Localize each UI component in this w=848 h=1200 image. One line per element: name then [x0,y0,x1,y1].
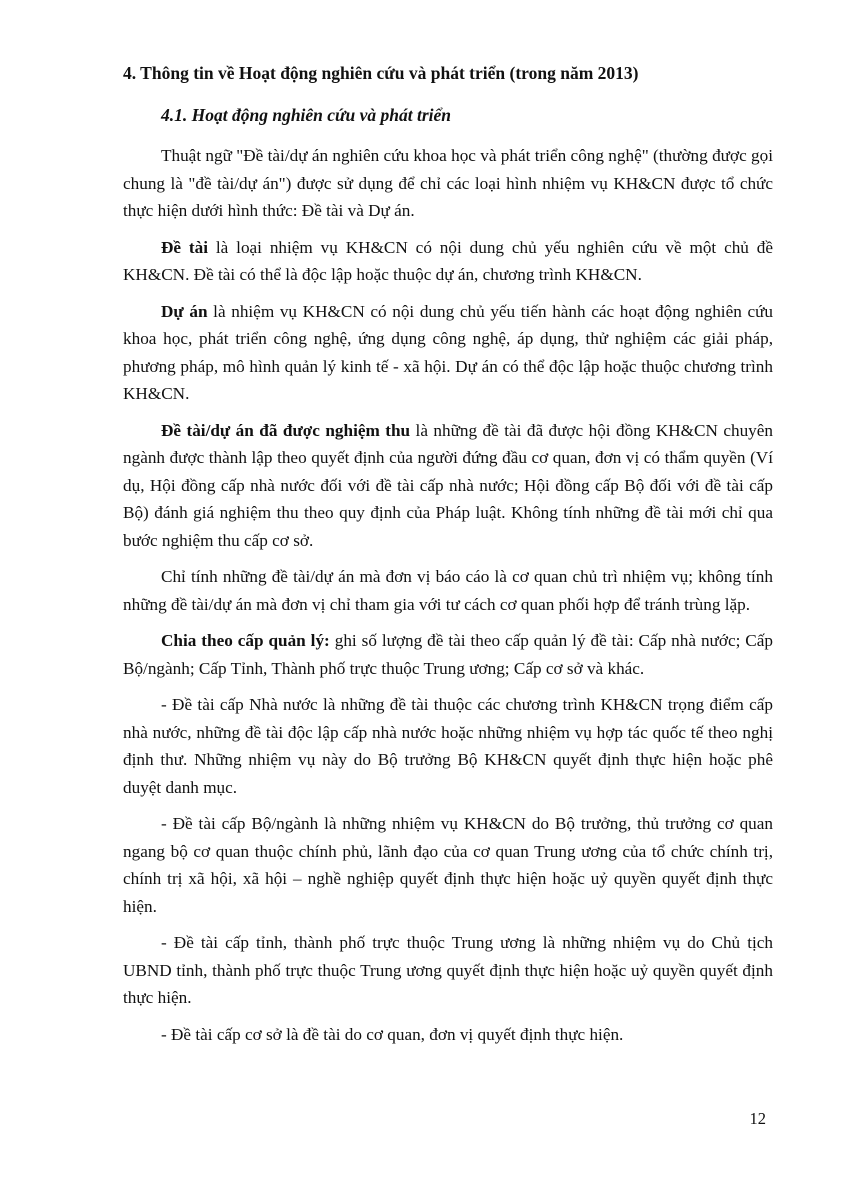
paragraph-text: - Đề tài cấp tỉnh, thành phố trực thuộc Trung ương là những nhiệm vụ do Chủ tịch UBND tỉnh, thành phố trực thuộc Trung ương quyết định thực hiện hoặc uỷ quyền quyết định thực hiện. [123,933,773,1007]
paragraph-6 [123,627,773,682]
document-content [123,60,773,1057]
paragraph-lead: Đề tài/dự án đã được nghiệm thu [161,420,411,440]
paragraph-8 [123,810,773,920]
paragraph-10 [123,1021,773,1049]
page-number: 12 [749,1109,766,1128]
subsection-heading: 4.1. Hoạt động nghiên cứu và phát triển [161,105,452,125]
paragraph-text: - Đề tài cấp Bộ/ngành là những nhiệm vụ KH&CN do Bộ trưởng, thủ trưởng cơ quan ngang bộ cơ quan thuộc chính phủ, lãnh đạo của cơ quan Trung ương của tổ chức chính trị, chính trị xã hội, xã hội – nghề nghiệp quyết định thực hiện hoặc uỷ quyền quyết định thực hiện. [123,814,773,916]
paragraph-lead: Dự án [161,301,208,321]
paragraph-4 [123,417,773,555]
paragraph-text: - Đề tài cấp cơ sở là đề tài do cơ quan, đơn vị quyết định thực hiện. [161,1024,624,1044]
paragraph-text: - Đề tài cấp Nhà nước là những đề tài thuộc các chương trình KH&CN trọng điểm cấp nhà nước, những đề tài độc lập cấp nhà nước hoặc những nhiệm vụ hợp tác quốc tế theo nghị định thư. Những nhiệm vụ này do Bộ trưởng Bộ KH&CN quyết định thực hiện hoặc phê duyệt danh mục. [123,695,773,797]
paragraph-text: là loại nhiệm vụ KH&CN có nội dung chủ yếu nghiên cứu về một chủ đề KH&CN. Đề tài có thể là độc lập hoặc thuộc dự án, chương trình KH&CN. [123,237,773,284]
paragraph-lead: Chia theo cấp quản lý: [161,631,330,650]
paragraph-7 [123,691,773,801]
paragraph-1 [123,142,773,225]
body-text [123,142,773,1048]
paragraph-2 [123,234,773,289]
paragraph-text: Thuật ngữ "Đề tài/dự án nghiên cứu khoa học và phát triển công nghệ" (thường được gọi chung là "đề tài/dự án") được sử dụng để chỉ các loại hình nhiệm vụ KH&CN được tổ chức thực hiện dưới hình thức: Đề tài và Dự án. [123,146,773,220]
paragraph-text: là nhiệm vụ KH&CN có nội dung chủ yếu tiến hành các hoạt động nghiên cứu khoa học, phát triển công nghệ, ứng dụng công nghệ, áp dụng, thử nghiệm các giải pháp, phương pháp, mô hình quản lý kinh tế - xã hội. Dự án có thể độc lập hoặc thuộc chương trình KH&CN. [123,301,773,403]
paragraph-lead: Đề tài [161,237,209,257]
paragraph-5 [123,563,773,618]
paragraph-text: Chỉ tính những đề tài/dự án mà đơn vị báo cáo là cơ quan chủ trì nhiệm vụ; không tính những đề tài/dự án mà đơn vị chỉ tham gia với tư cách cơ quan phối hợp để tránh trùng lặp. [123,567,773,614]
paragraph-text: là những đề tài đã được hội đồng KH&CN chuyên ngành được thành lập theo quyết định của người đứng đầu cơ quan, đơn vị có thẩm quyền (Ví dụ, Hội đồng cấp nhà nước đối với đề tài cấp nhà nước; Hội đồng cấp Bộ đối với đề tài cấp Bộ) đánh giá nghiệm thu theo quy định của Pháp luật. Không tính những đề tài mới chỉ qua bước nghiệm thu cấp cơ sở. [123,420,773,550]
paragraph-9 [123,929,773,1012]
section-heading: 4. Thông tin về Hoạt động nghiên cứu và phát triển (trong năm 2013) [123,63,639,83]
paragraph-text: ghi số lượng đề tài theo cấp quản lý đề tài: Cấp nhà nước; Cấp Bộ/ngành; Cấp Tỉnh, Thành phố trực thuộc Trung ương; Cấp cơ sở và khác. [123,631,773,678]
paragraph-3 [123,298,773,408]
